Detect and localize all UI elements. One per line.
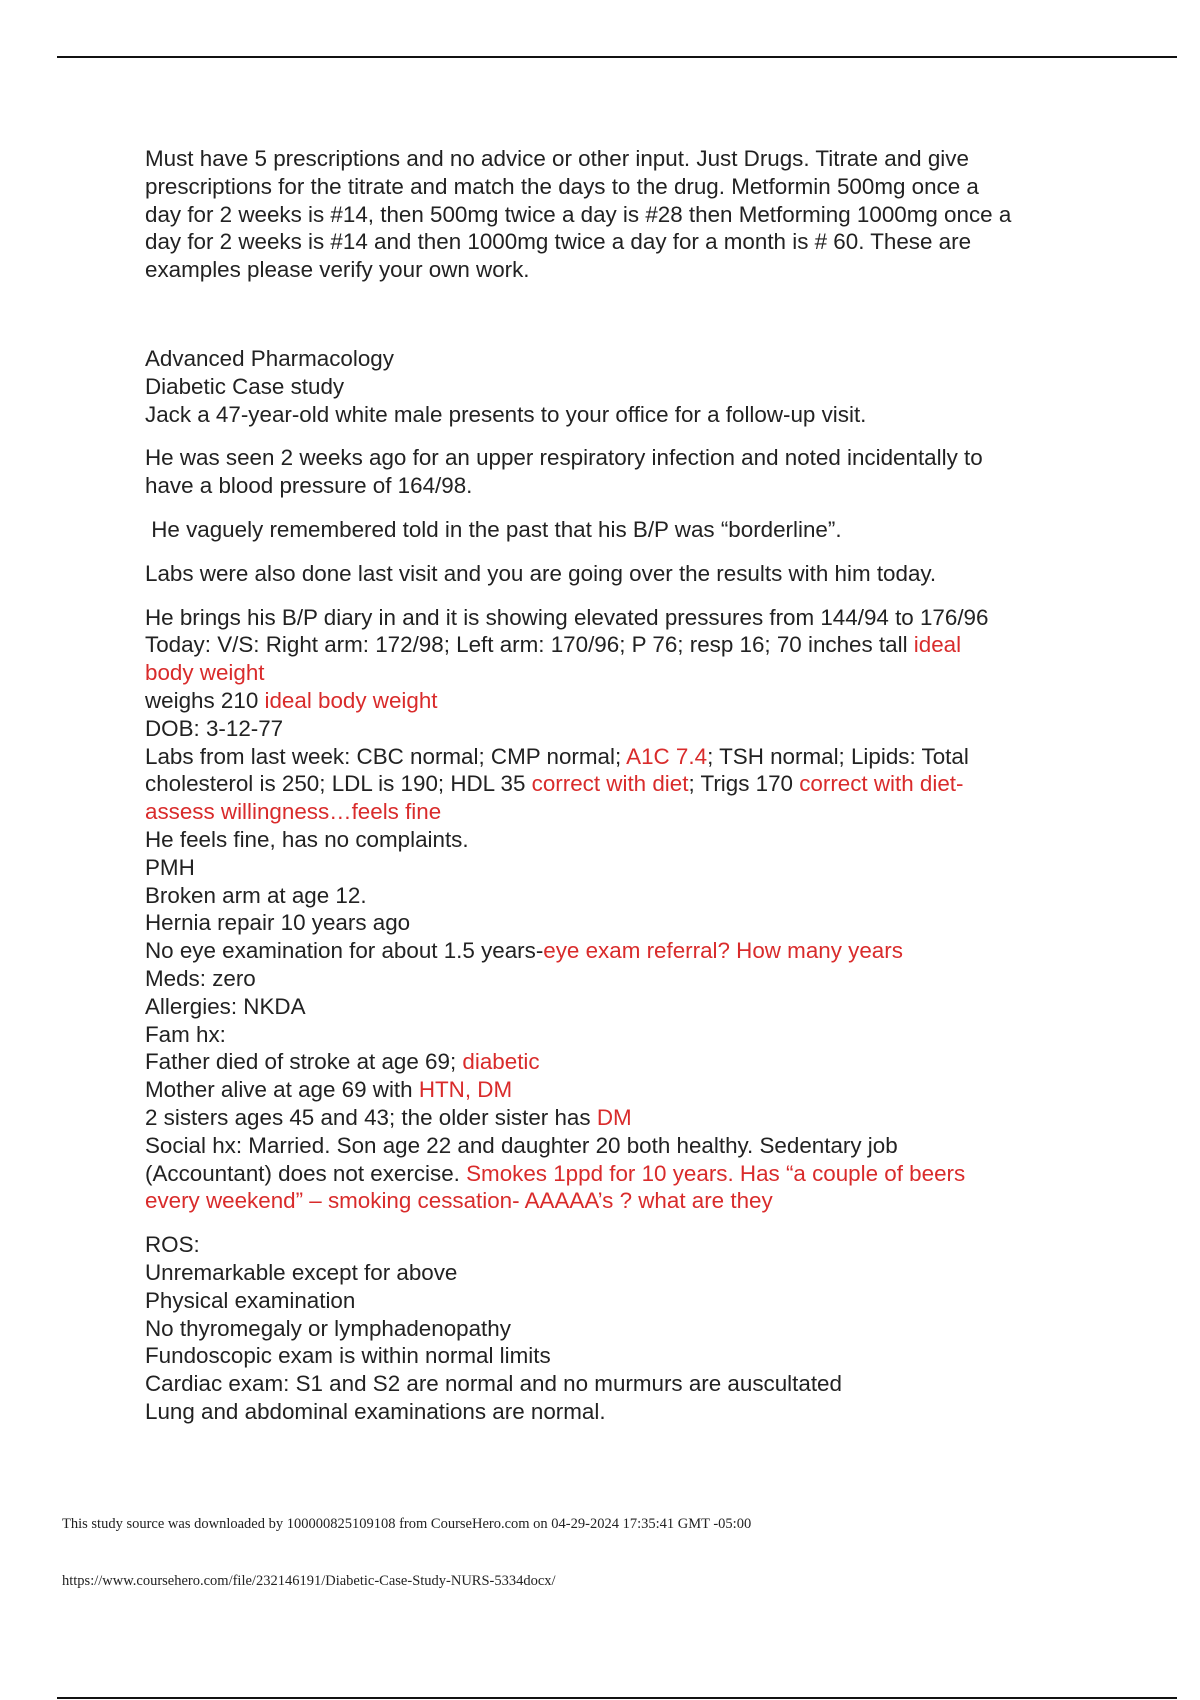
physical-exam-item: Cardiac exam: S1 and S2 are normal and no murmurs are auscultated [145,1371,842,1397]
family-history-heading: Fam hx: [145,1021,226,1047]
meds: Meds: zero [145,965,256,991]
download-notice: This study source was downloaded by 100000825109108 from CourseHero.com on 04-29-2024 17:35:41 GMT -05:00 [62,1516,752,1532]
instructions-paragraph [145,145,1095,284]
allergies: Allergies: NKDA [145,993,306,1019]
source-url[interactable]: https://www.coursehero.com/file/232146191/Diabetic-Case-Study-NURS-5334docx/ [62,1573,556,1589]
weight-text: weighs 210 [145,687,265,713]
labs-text: cholesterol is 250; LDL is 190; HDL 35 [145,771,532,797]
annotation-trigs: correct with diet- [799,771,964,797]
instructions-line: examples please verify your own work. [145,257,530,283]
annotation-ideal: ideal [913,632,962,658]
instructions-line: prescriptions for the titrate and match the days to the drug. Metformin 500mg once a [145,173,979,199]
annotation-hdl: correct with diet [531,771,689,797]
history-line: have a blood pressure of 164/98. [145,473,473,499]
vital-signs [145,631,1095,659]
patient-presentation: Jack a 47-year-old white male presents to your office for a follow-up visit. [145,401,867,427]
annotation-ideal-body-weight: ideal body weight [264,687,438,713]
course-title: Advanced Pharmacology [145,346,394,371]
social-history: Social hx: Married. Son age 22 and daughter 20 both healthy. Sedentary job [145,1132,898,1158]
family-history-item [145,1048,1095,1076]
borderline-history: He vaguely remembered told in the past that his B/P was “borderline”. [145,516,842,542]
physical-exam-item: No thyromegaly or lymphadenopathy [145,1315,511,1341]
pmh-item: Broken arm at age 12. [145,882,367,908]
physical-exam-item: Lung and abdominal examinations are normal. [145,1398,606,1424]
family-history-item [145,1104,1095,1132]
annotation-smoking: Smokes 1ppd for 10 years. Has “a couple of beers [466,1160,966,1186]
labs-text: Labs from last week: CBC normal; CMP normal; [145,743,627,769]
document-title: Diabetic Case study [145,373,345,399]
pmh-item-text: No eye examination for about 1.5 years- [145,938,544,964]
annotation-eye-exam: eye exam referral? How many years [543,938,903,964]
social-text: (Accountant) does not exercise. [145,1160,467,1186]
weight-line [145,687,1095,715]
top-rule [57,56,1177,58]
physical-exam-heading: Physical examination [145,1287,356,1313]
pmh-heading: PMH [145,854,195,880]
annotation-dm: DM [596,1104,632,1130]
annotation-smoking-cessation: every weekend” – smoking cessation- AAAAA’s ? what are they [145,1188,773,1214]
instructions-line: day for 2 weeks is #14, then 500mg twice a day is #28 then Metforming 1000mg once a [145,201,1012,227]
labs-line-1 [145,743,1095,771]
annotation-body-weight: body weight [145,660,265,686]
pmh-item [145,937,1095,965]
history-line: He was seen 2 weeks ago for an upper respiratory infection and noted incidentally to [145,445,983,471]
date-of-birth: DOB: 3-12-77 [145,715,284,741]
annotation-a1c: A1C 7.4 [626,743,708,769]
pmh-item: Hernia repair 10 years ago [145,910,411,936]
bottom-rule [57,1697,1177,1699]
physical-exam-item: Fundoscopic exam is within normal limits [145,1343,551,1369]
family-history-item [145,1076,1095,1104]
instructions-line: day for 2 weeks is #14 and then 1000mg twice a day for a month is # 60. These are [145,229,972,255]
feels-fine: He feels fine, has no complaints. [145,826,469,852]
family-text: 2 sisters ages 45 and 43; the older sister has [145,1104,597,1130]
labs-review-note: Labs were also done last visit and you are going over the results with him today. [145,560,937,586]
instructions-line: Must have 5 prescriptions and no advice or other input. Just Drugs. Titrate and give [145,146,969,171]
annotation-diabetic: diabetic [462,1049,540,1075]
social-history [145,1160,1095,1188]
bp-diary: He brings his B/P diary in and it is showing elevated pressures from 144/94 to 176/96 [145,604,989,630]
labs-text: ; TSH normal; Lipids: Total [707,743,969,769]
labs-line-2 [145,770,1095,798]
ros-heading: ROS: [145,1232,200,1258]
case-study-body [145,345,1095,1426]
annotation-htn-dm: HTN, DM [418,1077,513,1103]
ros-item: Unremarkable except for above [145,1259,458,1285]
annotation-willingness: assess willingness…feels fine [145,799,442,825]
vital-signs-text: Today: V/S: Right arm: 172/98; Left arm: 170/96; P 76; resp 16; 70 inches tall [145,632,914,658]
labs-text: ; Trigs 170 [688,771,800,797]
family-text: Mother alive at age 69 with [145,1077,419,1103]
family-text: Father died of stroke at age 69; [145,1049,463,1075]
